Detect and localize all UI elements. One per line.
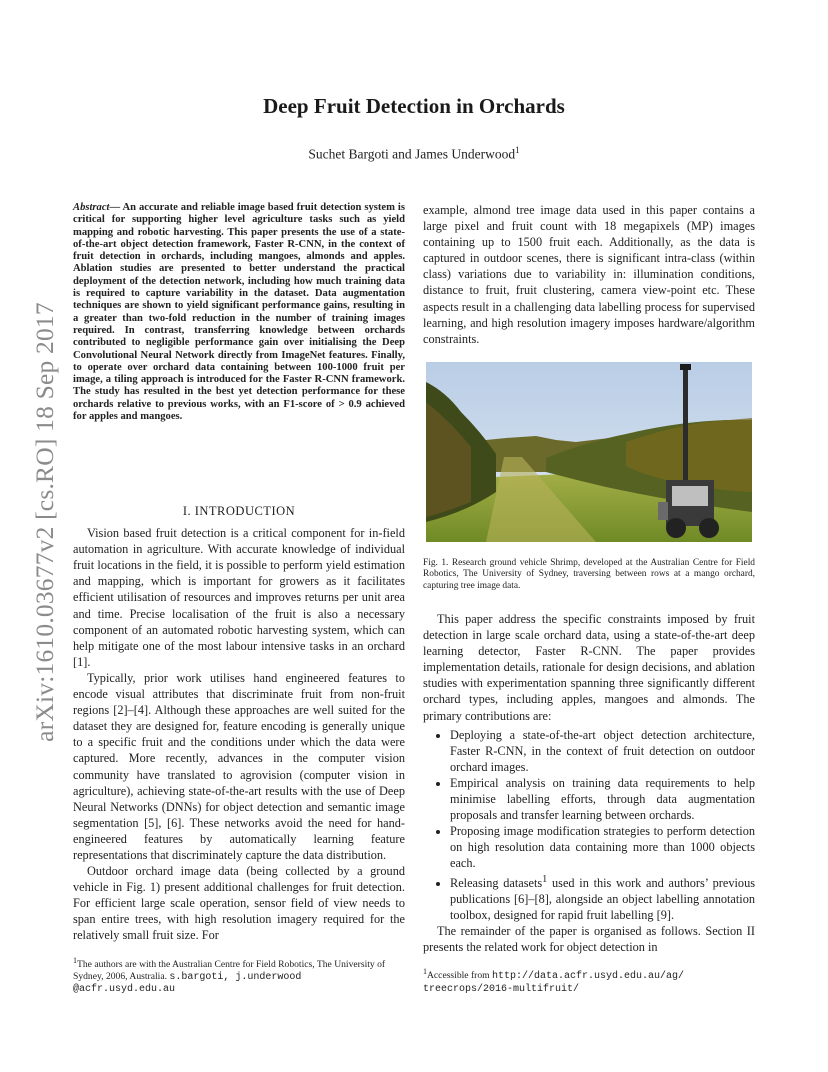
contribution-item: • Deploying a state-of-the-art object detection architecture, Faster R-CNN, in the context of fruit detection on outdoor orchard images. (450, 727, 755, 775)
contribution-item (450, 872, 755, 923)
bullet-text: Releasing datasets (450, 875, 543, 890)
paper-title: Deep Fruit Detection in Orchards (263, 94, 565, 118)
right-column-top (423, 202, 755, 347)
contributions-list (423, 727, 755, 923)
arxiv-side-stamp (28, 284, 62, 760)
left-column (73, 503, 405, 944)
figure-caption: Fig. 1. Research ground vehicle Shrimp, developed at the Australian Centre for Field Robotics, The University of Sydney, traversing between rows at a mango orchard, capturing tree image data. (423, 558, 755, 591)
abstract (73, 202, 405, 423)
intro-paragraph-3: Outdoor orchard image data (being collected by a ground vehicle in Fig. 1) present additional challenges for fruit detection. For efficient large scale operation, sensor field of view needs to span entire trees, with high resolution imagery required for the relatively small fruit size. For (73, 864, 405, 943)
footnote-dataset (423, 966, 755, 995)
footnote-mark: 1 (423, 967, 427, 976)
footnote-text: The authors are with the Australian Centre for Field Robotics, The University of Sydney, 2006, Australia. (73, 959, 386, 982)
contributions-intro: This paper address the specific constraints imposed by fruit detection in large scale orchard data, using a state-of-the-art deep learning detector, Faster R-CNN. The paper provides implementation details, rationale for design decisions, and ablation studies with experimentation spanning three significantly different orchard types, including apples, mangoes and almonds. The primary contributions are: (423, 612, 755, 723)
author-names: Suchet Bargoti and James Underwood (308, 146, 516, 162)
abstract-label: Abstract (73, 202, 110, 213)
contribution-item: • Empirical analysis on training data requirements to help minimise labelling efforts, through data augmentation proposals and transfer learning between orchards. (450, 775, 755, 823)
section-heading-introduction: I. INTRODUCTION (182, 504, 296, 518)
dataset-url: http://data.acfr.usyd.edu.au/ag/ treecrops/2016-multifruit/ (423, 971, 685, 995)
author-footnote-mark: 1 (515, 145, 520, 155)
right-column-bottom (423, 611, 755, 955)
arxiv-stamp-text: arXiv:1610.03677v2 [cs.RO] 18 Sep 2017 (30, 302, 59, 742)
outline-paragraph: The remainder of the paper is organised as follows. Section II presents the related work for object detection in (423, 923, 755, 954)
author-emails: s.bargoti, j.underwood @acfr.usyd.edu.au (73, 971, 302, 996)
footnote-mark: 1 (73, 956, 77, 965)
footnote-authors (73, 955, 405, 996)
paper-authors (0, 145, 828, 163)
abstract-text: — An accurate and reliable image based fruit detection system is critical for supporting higher level agriculture tasks such as yield mapping and robotic harvesting. This paper presents the use of a state-of-the-art object detection framework, Faster R-CNN, in the context of fruit detection in orchards, including mangoes, almonds and apples. Ablation studies are presented to better understand the practical deployment of the detection network, including how much training data is required to capture variability in the dataset. Data augmentation techniques are shown to yield significant performance gains, resulting in a greater than two-fold reduction in the number of training images required. In contrast, transferring knowledge between orchards contributed to negligible performance gain over initialising the Deep Convolutional Neural Network directly from ImageNet features. Finally, to operate over orchard data containing between 100-1000 fruit per image, a tiling approach is introduced for the Faster R-CNN framework. The study has resulted in the best yet detection performance for these orchards relative to previous works, with an F1-score of > 0.9 achieved for apples and mangoes. (73, 202, 405, 423)
bullet-text: used in this work and authors’ previous publications [6]–[8], alongside an object labelling annotation toolbox, designed for rapid fruit labelling [9]. (450, 875, 755, 922)
intro-paragraph-1: Vision based fruit detection is a critical component for in-field automation in agriculture. With accurate knowledge of individual fruit locations in the field, it is possible to perform yield estimation and mapping, which is important for growers as it facilitates efficient utilisation of resources and improves returns per unit area and time. Precise localisation of the fruit is also a necessary component of an automated robotic harvesting system, which can help mitigate one of the most labour intensive tasks in an orchard [1]. (73, 526, 405, 669)
contribution-item: • Proposing image modification strategies to perform detection on high resolution data containing more than 1000 objects each. (450, 823, 755, 871)
figure-orchard-photo (426, 362, 752, 542)
footnote-mark: 1 (542, 873, 548, 885)
footnote-text: Accessible from (427, 970, 493, 982)
right-paragraph-continued: example, almond tree image data used in this paper contains a large pixel and fruit count with 18 megapixels (MP) images containing up to 1500 fruit each. Additionally, as the data is captured in outdoor scenes, there is significant intra-class (within class) variations due to variability in: illumination conditions, distance to fruit, fruit clustering, camera view-point etc. These aspects result in a challenging data labelling process for supervised learning, and high resolution imagery imposes hardware/algorithm constraints. (423, 203, 755, 346)
orchard-image (426, 362, 752, 542)
intro-paragraph-2: Typically, prior work utilises hand engineered features to encode visual attributes that discriminate fruit from non-fruit regions [2]–[4]. Although these approaches are well suited for the dataset they are designed for, feature encoding is generally unique to a specific fruit and the conditions under which the data were captured. More recently, advances in the computer vision community have translated to agrovision (computer vision in agriculture), achieving state-of-the-art results with the use of Deep Neural Networks (DNNs) for object detection and semantic image segmentation [5], [6]. These networks avoid the need for hand-engineered features by automatically learning feature representations that discriminately capture the data distribution. (73, 670, 405, 862)
